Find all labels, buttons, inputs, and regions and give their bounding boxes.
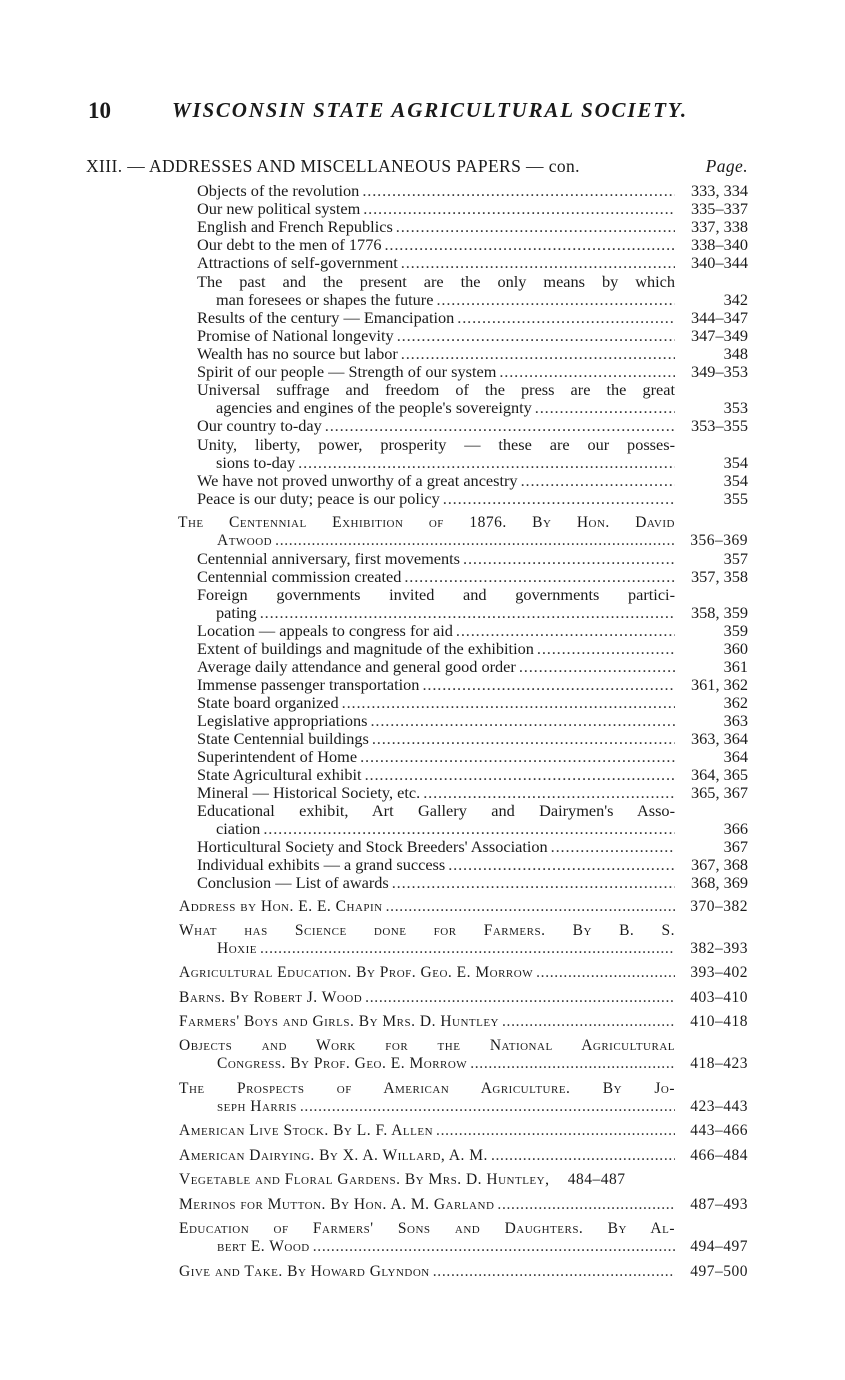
toc-entry-line: Educational exhibit, Art Gallery and Dairymen's Asso- — [197, 801, 675, 820]
toc-entry: Average daily attendance and general good order . . . 361 — [197, 658, 748, 676]
toc-entry: Our country to-day . . . 353–355 — [197, 417, 748, 435]
toc-article: Agricultural Education. By Prof. Geo. E. Morrow . . . 393–402 — [179, 964, 748, 982]
toc-entry: Centennial commission created . . . 357, 358 — [197, 568, 748, 586]
toc-entry: Legislative appropriations . . . 363 — [197, 712, 748, 730]
toc-entry: Peace is our duty; peace is our policy . . . 355 — [197, 490, 748, 508]
toc-entry-line: Foreign governments invited and governments partici- — [197, 585, 675, 604]
toc-entry: We have not proved unworthy of a great ancestry . . . 354 — [197, 472, 748, 490]
toc-article: American Live Stock. By L. F. Allen . . . 443–466 — [179, 1122, 748, 1140]
toc-entry: man foresees or shapes the future . . . 342 — [216, 291, 748, 309]
toc-entry: Congress. By Prof. Geo. E. Morrow . . . 418–423 — [217, 1055, 748, 1073]
toc-article: Farmers' Boys and Girls. By Mrs. D. Huntley . . . 410–418 — [179, 1013, 748, 1031]
page-number: 10 — [88, 98, 111, 123]
toc-entry: Hoxie . . . 382–393 — [217, 940, 748, 958]
toc-article: Merinos for Mutton. By Hon. A. M. Garland . . . 487–493 — [179, 1196, 748, 1214]
toc-entry: Horticultural Society and Stock Breeders' Association . . . 367 — [197, 838, 748, 856]
toc-article-title: Education of Farmers' Sons and Daughters. By Al- — [179, 1220, 675, 1237]
toc-article-title: Objects and Work for the National Agricultural — [179, 1037, 675, 1054]
toc-entry: State board organized . . . 362 — [197, 694, 748, 712]
toc-entry: Extent of buildings and magnitude of the exhibition . . . 360 — [197, 640, 748, 658]
toc-entry: bert E. Wood . . . 494–497 — [217, 1238, 748, 1256]
toc-entry-line: Universal suffrage and freedom of the press are the great — [197, 380, 675, 399]
toc-entry: pating . . . 358, 359 — [216, 604, 748, 622]
toc-article: Address by Hon. E. E. Chapin . . . 370–382 — [179, 898, 748, 916]
toc-entry: Centennial anniversary, first movements . . . 357 — [197, 550, 748, 568]
toc-article-title: The Prospects of American Agriculture. By Jo- — [179, 1080, 675, 1097]
toc-article-title: The Centennial Exhibition of 1876. By Hon. David — [178, 514, 675, 531]
toc-article-title: What has Science done for Farmers. By B. S. — [179, 922, 675, 939]
toc-article: American Dairying. By X. A. Willard, A. M. . . . 466–484 — [179, 1147, 748, 1165]
toc-entry: Promise of National longevity . . . 347–349 — [197, 327, 748, 345]
toc-entry: Spirit of our people — Strength of our system . . . 349–353 — [197, 363, 748, 381]
toc-entry: Location — appeals to congress for aid . . . 359 — [197, 622, 748, 640]
toc-entry-line: The past and the present are the only means by which — [197, 272, 675, 291]
toc-entry: Wealth has no source but labor . . . 348 — [197, 345, 748, 363]
toc-entry: Our debt to the men of 1776 . . . 338–340 — [197, 236, 748, 254]
toc-entry: Our new political system . . . 335–337 — [197, 200, 748, 218]
toc-article: Give and Take. By Howard Glyndon . . . 497–500 — [179, 1263, 748, 1281]
toc-entry: Conclusion — List of awards . . . 368, 369 — [197, 874, 748, 892]
toc-entry: State Centennial buildings . . . 363, 364 — [197, 730, 748, 748]
running-title: WISCONSIN STATE AGRICULTURAL SOCIETY. — [172, 98, 688, 122]
toc-entry: Mineral — Historical Society, etc. . . . 365, 367 — [197, 784, 748, 802]
toc-entry: State Agricultural exhibit . . . 364, 365 — [197, 766, 748, 784]
page-column-label: Page. — [705, 156, 748, 176]
toc-entry: English and French Republics . . . 337, 338 — [197, 218, 748, 236]
toc-article: Vegetable and Floral Gardens. By Mrs. D. Huntley, 484–487 — [179, 1171, 626, 1188]
toc-entry: seph Harris . . . 423–443 — [217, 1098, 748, 1116]
toc-entry: Objects of the revolution . . . 333, 334 — [197, 182, 748, 200]
toc-entry: Atwood . . . 356–369 — [217, 532, 748, 550]
section-heading-text: XIII. — ADDRESSES AND MISCELLANEOUS PAPERS — con. — [86, 156, 580, 176]
toc-entry: Results of the century — Emancipation . . . 344–347 — [197, 309, 748, 327]
toc-entry: Immense passenger transportation . . . 361, 362 — [197, 676, 748, 694]
toc-entry-line: Unity, liberty, power, prosperity — these are our posses- — [197, 435, 675, 454]
toc-article: Barns. By Robert J. Wood . . . 403–410 — [179, 989, 748, 1007]
toc-entry: Attractions of self-government . . . 340–344 — [197, 254, 748, 272]
toc-entry: sions to-day . . . 354 — [216, 454, 748, 472]
toc-entry: ciation . . . 366 — [216, 820, 748, 838]
toc-entry: agencies and engines of the people's sovereignty . . . 353 — [216, 399, 748, 417]
toc-entry: Superintendent of Home . . . 364 — [197, 748, 748, 766]
toc-entry: Individual exhibits — a grand success . . . 367, 368 — [197, 856, 748, 874]
